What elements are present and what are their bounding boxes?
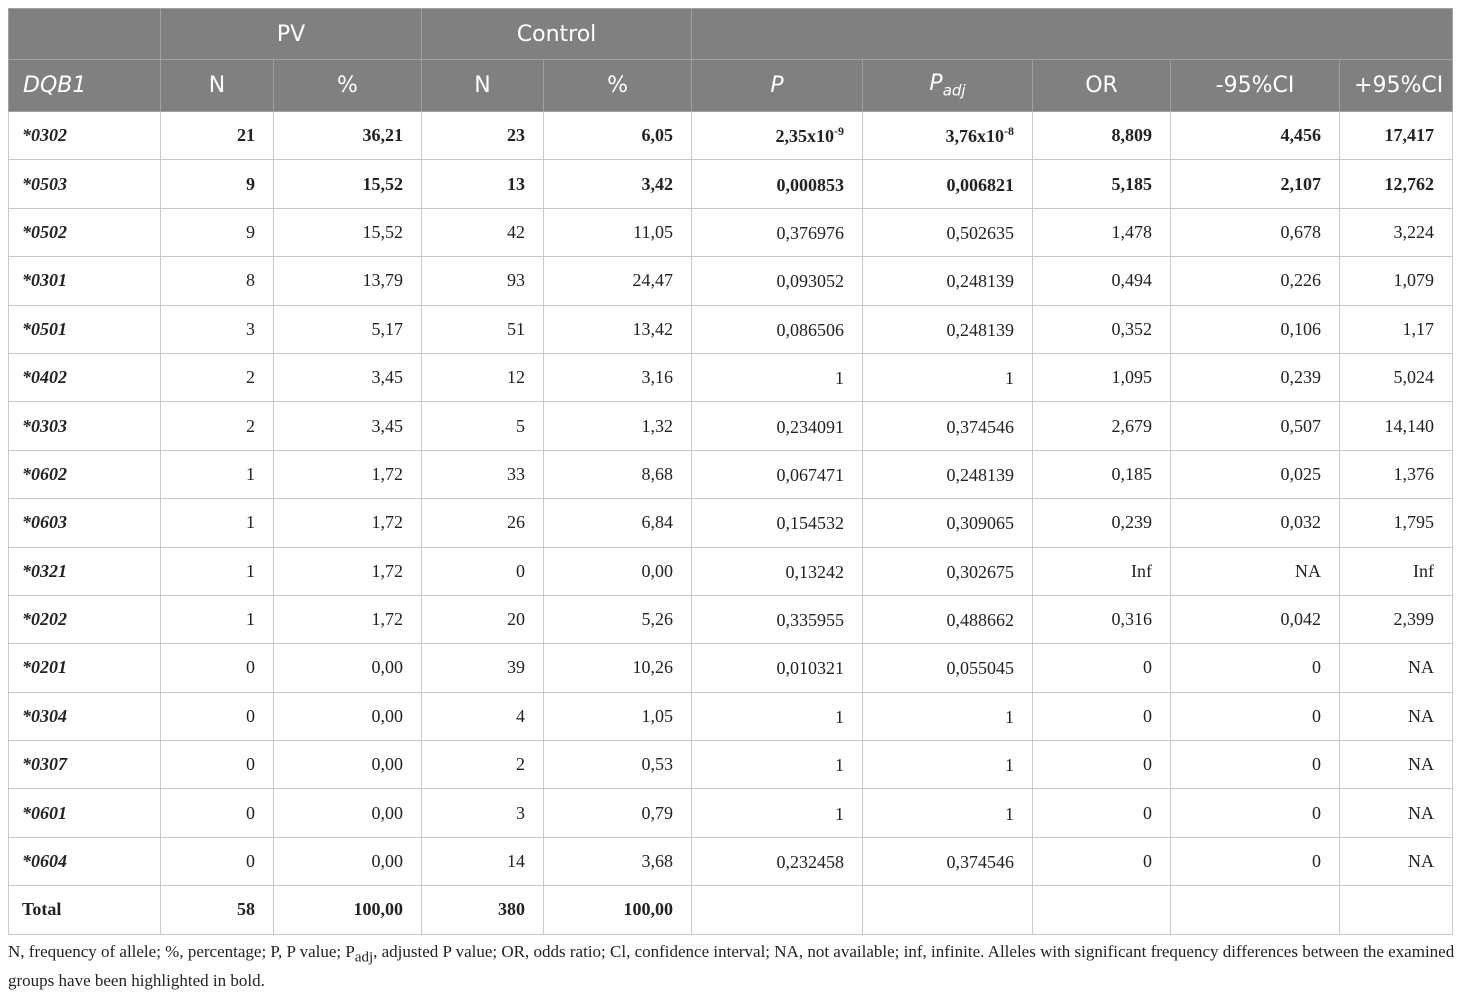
- cell-pv-pct: 0,00: [274, 644, 422, 692]
- cell-pv-n: 1: [161, 450, 274, 498]
- cell-total-empty: [863, 886, 1033, 934]
- cell-ctrl-n: 26: [422, 499, 544, 547]
- cell-upper-ci: NA: [1340, 789, 1453, 837]
- cell-p-value: 1: [835, 755, 845, 776]
- cell-or: 0,185: [1033, 450, 1171, 498]
- cell-ctrl-n: 33: [422, 450, 544, 498]
- cell-ctrl-pct: 8,68: [544, 450, 692, 498]
- table-row: [9, 547, 1453, 595]
- table-row: [9, 160, 1453, 208]
- cell-pv-pct: 15,52: [274, 208, 422, 256]
- cell-pv-pct: 1,72: [274, 499, 422, 547]
- cell-upper-ci: 12,762: [1340, 160, 1453, 208]
- header-p: P: [692, 60, 863, 112]
- cell-or: 0,352: [1033, 305, 1171, 353]
- footnote-sub: adj: [354, 949, 374, 966]
- cell-or: Inf: [1033, 547, 1171, 595]
- header-or: OR: [1033, 60, 1171, 112]
- cell-or: 0,494: [1033, 257, 1171, 305]
- cell-p-value: 0,232458: [776, 852, 845, 873]
- cell-p-exponent: -9: [834, 124, 845, 139]
- cell-ctrl-pct: 3,16: [544, 353, 692, 401]
- cell-pv-n: 0: [161, 644, 274, 692]
- cell-lower-ci: 0,106: [1171, 305, 1340, 353]
- cell-ctrl-n: 42: [422, 208, 544, 256]
- cell-ctrl-n: 20: [422, 595, 544, 643]
- cell-p-value: 0,376976: [776, 222, 845, 243]
- cell-total-label: Total: [9, 886, 161, 934]
- cell-pv-n: 1: [161, 499, 274, 547]
- cell-pv-n: 0: [161, 741, 274, 789]
- cell-lower-ci: 0,678: [1171, 208, 1340, 256]
- cell-total-empty: [1033, 886, 1171, 934]
- cell-upper-ci: 3,224: [1340, 208, 1453, 256]
- table-row: [9, 305, 1453, 353]
- header-pv-n: N: [161, 60, 274, 112]
- cell-pv-pct: 3,45: [274, 402, 422, 450]
- cell-p-value: 2,35x10: [775, 126, 835, 147]
- cell-allele: *0302: [9, 112, 161, 160]
- cell-allele: *0321: [9, 547, 161, 595]
- cell-lower-ci: NA: [1171, 547, 1340, 595]
- cell-upper-ci: NA: [1340, 837, 1453, 885]
- table-row: [9, 789, 1453, 837]
- cell-allele: *0601: [9, 789, 161, 837]
- cell-pv-pct: 1,72: [274, 595, 422, 643]
- cell-pv-n: 0: [161, 837, 274, 885]
- header-padj-sub: adj: [942, 81, 966, 100]
- cell-p-value: 1: [835, 368, 845, 389]
- cell-allele: *0402: [9, 353, 161, 401]
- cell-ctrl-n: 39: [422, 644, 544, 692]
- cell-p-value: 0,000853: [776, 174, 845, 195]
- cell-allele: *0304: [9, 692, 161, 740]
- cell-ctrl-pct: 10,26: [544, 644, 692, 692]
- cell-ctrl-pct: 5,26: [544, 595, 692, 643]
- cell-upper-ci: 1,079: [1340, 257, 1453, 305]
- cell-padj-value: 1: [1005, 803, 1015, 824]
- cell-ctrl-n: 0: [422, 547, 544, 595]
- cell-p: [692, 160, 863, 208]
- header-ctrl-n: N: [422, 60, 544, 112]
- cell-ctrl-pct: 0,79: [544, 789, 692, 837]
- header-padj: [863, 60, 1033, 112]
- cell-total-empty: [692, 886, 863, 934]
- cell-padj-value: 0,248139: [946, 271, 1015, 292]
- table-row: [9, 837, 1453, 885]
- table-row: [9, 112, 1453, 160]
- cell-padj: [863, 499, 1033, 547]
- cell-pv-pct: 5,17: [274, 305, 422, 353]
- cell-or: 0: [1033, 741, 1171, 789]
- total-row: [9, 886, 1453, 934]
- cell-p-value: 0,234091: [776, 416, 845, 437]
- cell-ctrl-pct: 0,00: [544, 547, 692, 595]
- allele-table-container: [8, 8, 1452, 935]
- header-group-pv: PV: [161, 9, 422, 60]
- cell-pv-n: 1: [161, 547, 274, 595]
- cell-p: [692, 837, 863, 885]
- cell-p: [692, 353, 863, 401]
- table-footnote: [8, 940, 1458, 992]
- table-row: [9, 402, 1453, 450]
- cell-ctrl-pct: 1,05: [544, 692, 692, 740]
- cell-padj: [863, 208, 1033, 256]
- cell-lower-ci: 0: [1171, 692, 1340, 740]
- cell-padj-value: 1: [1005, 368, 1015, 389]
- table-row: [9, 741, 1453, 789]
- cell-upper-ci: NA: [1340, 692, 1453, 740]
- cell-total-pv-n: 58: [161, 886, 274, 934]
- table-body: [9, 112, 1453, 935]
- table-row: [9, 208, 1453, 256]
- table-row: [9, 692, 1453, 740]
- cell-ctrl-n: 93: [422, 257, 544, 305]
- cell-ctrl-n: 14: [422, 837, 544, 885]
- cell-padj: [863, 305, 1033, 353]
- cell-p-value: 0,154532: [776, 513, 845, 534]
- cell-allele: *0503: [9, 160, 161, 208]
- cell-pv-n: 2: [161, 353, 274, 401]
- cell-or: 8,809: [1033, 112, 1171, 160]
- cell-upper-ci: Inf: [1340, 547, 1453, 595]
- cell-upper-ci: 14,140: [1340, 402, 1453, 450]
- cell-upper-ci: 17,417: [1340, 112, 1453, 160]
- cell-lower-ci: 0,226: [1171, 257, 1340, 305]
- cell-p-value: 0,093052: [776, 271, 845, 292]
- table-row: [9, 450, 1453, 498]
- cell-ctrl-pct: 11,05: [544, 208, 692, 256]
- cell-p: [692, 499, 863, 547]
- cell-pv-n: 8: [161, 257, 274, 305]
- cell-ctrl-pct: 24,47: [544, 257, 692, 305]
- cell-p: [692, 450, 863, 498]
- cell-padj-value: 0,248139: [946, 464, 1015, 485]
- cell-ctrl-pct: 1,32: [544, 402, 692, 450]
- cell-padj: [863, 837, 1033, 885]
- cell-ctrl-pct: 6,84: [544, 499, 692, 547]
- cell-allele: *0303: [9, 402, 161, 450]
- cell-ctrl-pct: 0,53: [544, 741, 692, 789]
- cell-lower-ci: 0,507: [1171, 402, 1340, 450]
- cell-pv-n: 3: [161, 305, 274, 353]
- cell-total-ctrl-pct: 100,00: [544, 886, 692, 934]
- cell-pv-pct: 3,45: [274, 353, 422, 401]
- cell-padj: [863, 353, 1033, 401]
- cell-pv-pct: 0,00: [274, 692, 422, 740]
- table-row: [9, 353, 1453, 401]
- cell-or: 2,679: [1033, 402, 1171, 450]
- cell-p: [692, 595, 863, 643]
- cell-or: 0: [1033, 789, 1171, 837]
- cell-padj: [863, 402, 1033, 450]
- cell-upper-ci: 1,17: [1340, 305, 1453, 353]
- cell-allele: *0603: [9, 499, 161, 547]
- group-header-row: [9, 9, 1453, 60]
- cell-lower-ci: 0: [1171, 644, 1340, 692]
- cell-p-value: 1: [835, 803, 845, 824]
- cell-lower-ci: 0: [1171, 741, 1340, 789]
- cell-lower-ci: 4,456: [1171, 112, 1340, 160]
- cell-ctrl-n: 5: [422, 402, 544, 450]
- cell-p: [692, 402, 863, 450]
- cell-or: 0,239: [1033, 499, 1171, 547]
- cell-or: 1,478: [1033, 208, 1171, 256]
- table-row: [9, 644, 1453, 692]
- header-padj-main: P: [929, 71, 943, 97]
- cell-padj-value: 0,302675: [946, 561, 1015, 582]
- cell-p-value: 0,335955: [776, 610, 845, 631]
- header-empty-cell: [9, 9, 161, 60]
- cell-p-value: 0,13242: [785, 561, 845, 582]
- cell-padj-value: 0,488662: [946, 610, 1015, 631]
- table-row: [9, 595, 1453, 643]
- cell-padj: [863, 160, 1033, 208]
- footnote-text-rest: , adjusted P value; OR, odds ratio; Cl, confidence interval; NA, not available; inf, infinite. Alleles with significant frequency differences between the examined groups have been highlighted in bold.: [8, 942, 1455, 991]
- cell-p: [692, 305, 863, 353]
- cell-padj: [863, 257, 1033, 305]
- cell-ctrl-pct: 13,42: [544, 305, 692, 353]
- cell-padj-value: 0,309065: [946, 513, 1015, 534]
- cell-upper-ci: 5,024: [1340, 353, 1453, 401]
- cell-total-empty: [1340, 886, 1453, 934]
- cell-padj-value: 0,502635: [946, 222, 1015, 243]
- header-pv-pct: %: [274, 60, 422, 112]
- cell-ctrl-n: 51: [422, 305, 544, 353]
- cell-padj-exponent: -8: [1004, 124, 1015, 139]
- cell-p-value: 0,067471: [776, 464, 845, 485]
- cell-p-value: 1: [835, 706, 845, 727]
- cell-allele: *0602: [9, 450, 161, 498]
- cell-total-ctrl-n: 380: [422, 886, 544, 934]
- cell-padj: [863, 112, 1033, 160]
- cell-p: [692, 789, 863, 837]
- header-ctrl-pct: %: [544, 60, 692, 112]
- cell-padj-value: 0,248139: [946, 319, 1015, 340]
- column-header-row: [9, 60, 1453, 112]
- cell-lower-ci: 0: [1171, 789, 1340, 837]
- cell-lower-ci: 0,025: [1171, 450, 1340, 498]
- cell-ctrl-pct: 3,68: [544, 837, 692, 885]
- cell-padj-value: 1: [1005, 706, 1015, 727]
- cell-p: [692, 208, 863, 256]
- cell-upper-ci: 2,399: [1340, 595, 1453, 643]
- cell-pv-n: 0: [161, 789, 274, 837]
- cell-ctrl-n: 12: [422, 353, 544, 401]
- cell-padj: [863, 450, 1033, 498]
- cell-allele: *0501: [9, 305, 161, 353]
- header-allele: DQB1: [9, 60, 161, 112]
- cell-pv-pct: 1,72: [274, 450, 422, 498]
- cell-p: [692, 644, 863, 692]
- cell-p: [692, 112, 863, 160]
- cell-ctrl-n: 4: [422, 692, 544, 740]
- cell-lower-ci: 2,107: [1171, 160, 1340, 208]
- cell-padj-value: 0,374546: [946, 852, 1015, 873]
- cell-padj: [863, 692, 1033, 740]
- cell-total-pv-pct: 100,00: [274, 886, 422, 934]
- cell-or: 0,316: [1033, 595, 1171, 643]
- cell-or: 0: [1033, 644, 1171, 692]
- cell-pv-pct: 0,00: [274, 741, 422, 789]
- cell-upper-ci: NA: [1340, 741, 1453, 789]
- cell-or: 1,095: [1033, 353, 1171, 401]
- cell-lower-ci: 0,032: [1171, 499, 1340, 547]
- cell-allele: *0202: [9, 595, 161, 643]
- cell-padj-value: 0,006821: [946, 174, 1015, 195]
- cell-padj-value: 0,055045: [946, 658, 1015, 679]
- cell-padj: [863, 595, 1033, 643]
- cell-ctrl-pct: 3,42: [544, 160, 692, 208]
- cell-p: [692, 741, 863, 789]
- table-row: [9, 257, 1453, 305]
- cell-ctrl-n: 2: [422, 741, 544, 789]
- cell-padj: [863, 789, 1033, 837]
- cell-allele: *0307: [9, 741, 161, 789]
- cell-lower-ci: 0,239: [1171, 353, 1340, 401]
- cell-or: 0: [1033, 837, 1171, 885]
- cell-upper-ci: 1,795: [1340, 499, 1453, 547]
- cell-or: 0: [1033, 692, 1171, 740]
- cell-total-empty: [1171, 886, 1340, 934]
- cell-pv-n: 21: [161, 112, 274, 160]
- cell-padj: [863, 741, 1033, 789]
- cell-pv-pct: 13,79: [274, 257, 422, 305]
- cell-upper-ci: 1,376: [1340, 450, 1453, 498]
- cell-ctrl-n: 23: [422, 112, 544, 160]
- cell-p: [692, 692, 863, 740]
- allele-frequency-table: [8, 8, 1453, 935]
- table-row: [9, 499, 1453, 547]
- cell-lower-ci: 0,042: [1171, 595, 1340, 643]
- cell-ctrl-n: 13: [422, 160, 544, 208]
- header-upper-ci: +95%CI: [1340, 60, 1453, 112]
- cell-padj-value: 1: [1005, 755, 1015, 776]
- cell-padj: [863, 547, 1033, 595]
- cell-allele: *0201: [9, 644, 161, 692]
- footnote-text-start: N, frequency of allele; %, percentage; P, P value; P: [8, 942, 355, 961]
- cell-p-value: 0,086506: [776, 319, 845, 340]
- cell-p: [692, 547, 863, 595]
- cell-ctrl-pct: 6,05: [544, 112, 692, 160]
- cell-pv-pct: 15,52: [274, 160, 422, 208]
- cell-allele: *0301: [9, 257, 161, 305]
- cell-ctrl-n: 3: [422, 789, 544, 837]
- cell-allele: *0502: [9, 208, 161, 256]
- header-empty-stats: [692, 9, 1453, 60]
- cell-allele: *0604: [9, 837, 161, 885]
- cell-pv-n: 0: [161, 692, 274, 740]
- cell-p: [692, 257, 863, 305]
- cell-or: 5,185: [1033, 160, 1171, 208]
- cell-p-value: 0,010321: [776, 658, 845, 679]
- cell-pv-pct: 0,00: [274, 837, 422, 885]
- cell-pv-pct: 36,21: [274, 112, 422, 160]
- cell-padj-value: 3,76x10: [945, 126, 1005, 147]
- cell-pv-n: 9: [161, 160, 274, 208]
- cell-pv-n: 2: [161, 402, 274, 450]
- cell-padj: [863, 644, 1033, 692]
- cell-pv-n: 9: [161, 208, 274, 256]
- header-group-control: Control: [422, 9, 692, 60]
- cell-pv-n: 1: [161, 595, 274, 643]
- cell-pv-pct: 1,72: [274, 547, 422, 595]
- cell-padj-value: 0,374546: [946, 416, 1015, 437]
- cell-upper-ci: NA: [1340, 644, 1453, 692]
- cell-lower-ci: 0: [1171, 837, 1340, 885]
- cell-pv-pct: 0,00: [274, 789, 422, 837]
- header-lower-ci: -95%CI: [1171, 60, 1340, 112]
